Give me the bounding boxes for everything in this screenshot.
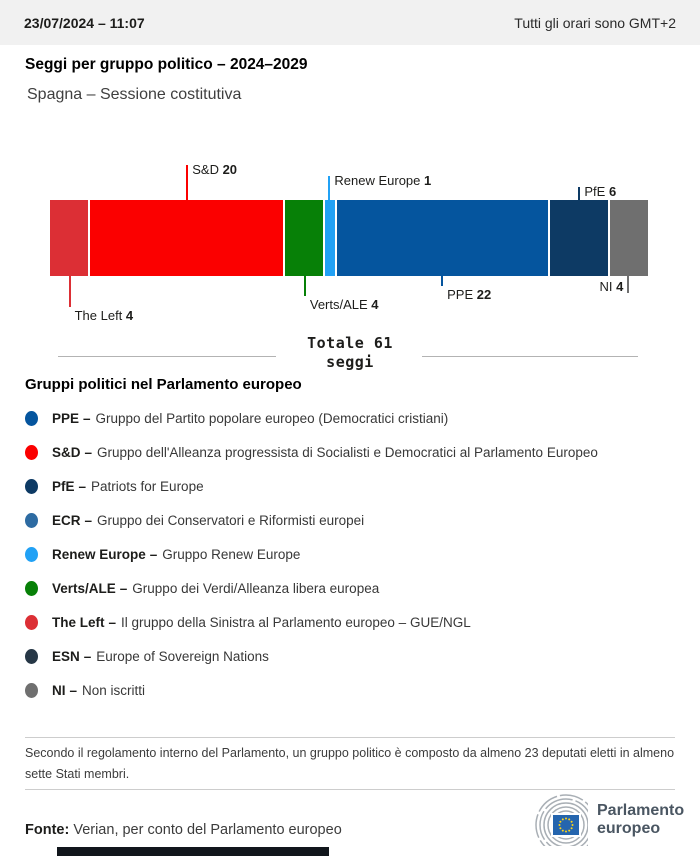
header-datetime: 23/07/2024 – 11:07 (24, 14, 145, 31)
callout-label-s-d: S&D 20 (192, 162, 238, 177)
callout-line-pfe (578, 187, 580, 200)
legend-item-text: NI – Non iscritti (52, 682, 146, 698)
total-divider-left (58, 356, 276, 357)
header-bar (0, 0, 700, 45)
bottom-dark-strip (57, 847, 329, 856)
legend-color-dot (25, 411, 38, 426)
bar-segment-the-left (50, 200, 88, 276)
total-seats-line1: Totale 61 (307, 334, 393, 352)
total-seats-line2: seggi (326, 353, 374, 371)
callout-line-s-d (186, 165, 188, 200)
legend-heading: Gruppi politici nel Parlamento europeo (25, 376, 302, 393)
legend-color-dot (25, 513, 38, 528)
logo-wordmark: Parlamento europeo (597, 802, 685, 837)
divider (25, 737, 675, 738)
page-subtitle: Spagna – Sessione costitutiva (27, 86, 242, 103)
legend-item-text: S&D – Gruppo dell'Alleanza progressista di Socialisti e Democratici al Parlamento Europeo (52, 444, 598, 460)
stacked-bar (50, 200, 648, 276)
legend-color-dot (25, 581, 38, 596)
legend-item-text: Verts/ALE – Gruppo dei Verdi/Alleanza libera europea (52, 580, 380, 596)
legend-item-theleft (25, 605, 675, 639)
legend-item-ecr (25, 503, 675, 537)
bar-segment-s-d (90, 200, 282, 276)
page-title: Seggi per gruppo politico – 2024–2029 (25, 56, 308, 73)
legend-item-ni (25, 673, 675, 707)
bar-segment-pfe (550, 200, 608, 276)
bar-segment-verts-ale (285, 200, 323, 276)
legend-item-text: ESN – Europe of Sovereign Nations (52, 648, 269, 664)
eu-flag-icon (552, 814, 580, 836)
callout-label-pfe: PfE 6 (584, 184, 617, 199)
divider (25, 789, 675, 790)
legend-item-verts (25, 571, 675, 605)
callout-line-renew-europe (328, 176, 330, 200)
legend-item-text: ECR – Gruppo dei Conservatori e Riformisti europei (52, 512, 365, 528)
european-parliament-logo (516, 794, 684, 846)
source-label: Fonte: (25, 822, 70, 838)
source-line (25, 822, 342, 838)
legend-item-text: PPE – Gruppo del Partito popolare europeo (Democratici cristiani) (52, 410, 449, 426)
callout-line-the-left (69, 276, 71, 307)
legend-color-dot (25, 547, 38, 562)
legend-item-text: Renew Europe – Gruppo Renew Europe (52, 546, 301, 562)
legend-item-renew (25, 537, 675, 571)
legend-item-ppe (25, 401, 675, 435)
legend-color-dot (25, 683, 38, 698)
legend-color-dot (25, 615, 38, 630)
bar-segment-ppe (337, 200, 548, 276)
bar-segment-ni (610, 200, 648, 276)
bar-segment-renew-europe (325, 200, 335, 276)
callout-label-verts-ale: Verts/ALE 4 (309, 297, 379, 312)
legend-item-sd (25, 435, 675, 469)
legend-item-pfe (25, 469, 675, 503)
total-seats (0, 334, 700, 372)
legend-item-text: The Left – Il gruppo della Sinistra al Parlamento europeo – GUE/NGL (52, 614, 471, 630)
header-timezone-note: Tutti gli orari sono GMT+2 (514, 14, 676, 31)
parliament-hemicycle-icon (516, 794, 588, 846)
source-text: Verian, per conto del Parlamento europeo (69, 822, 342, 838)
total-divider-right (422, 356, 638, 357)
callout-line-ppe (441, 276, 443, 286)
legend-item-esn (25, 639, 675, 673)
footnote-text: Secondo il regolamento interno del Parlamento, un gruppo politico è composto da almeno 23 deputati eletti in almeno sette Stati membri. (25, 746, 675, 781)
legend-color-dot (25, 445, 38, 460)
callout-label-ni: NI 4 (599, 279, 624, 294)
legend-item-text: PfE – Patriots for Europe (52, 478, 204, 494)
callout-line-ni (627, 276, 629, 293)
legend-color-dot (25, 649, 38, 664)
callout-label-ppe: PPE 22 (447, 287, 492, 302)
chart (50, 160, 648, 332)
callout-label-the-left: The Left 4 (74, 308, 134, 323)
callout-label-renew-europe: Renew Europe 1 (334, 173, 432, 188)
callout-line-verts-ale (304, 276, 306, 296)
legend-color-dot (25, 479, 38, 494)
legend (25, 401, 675, 707)
